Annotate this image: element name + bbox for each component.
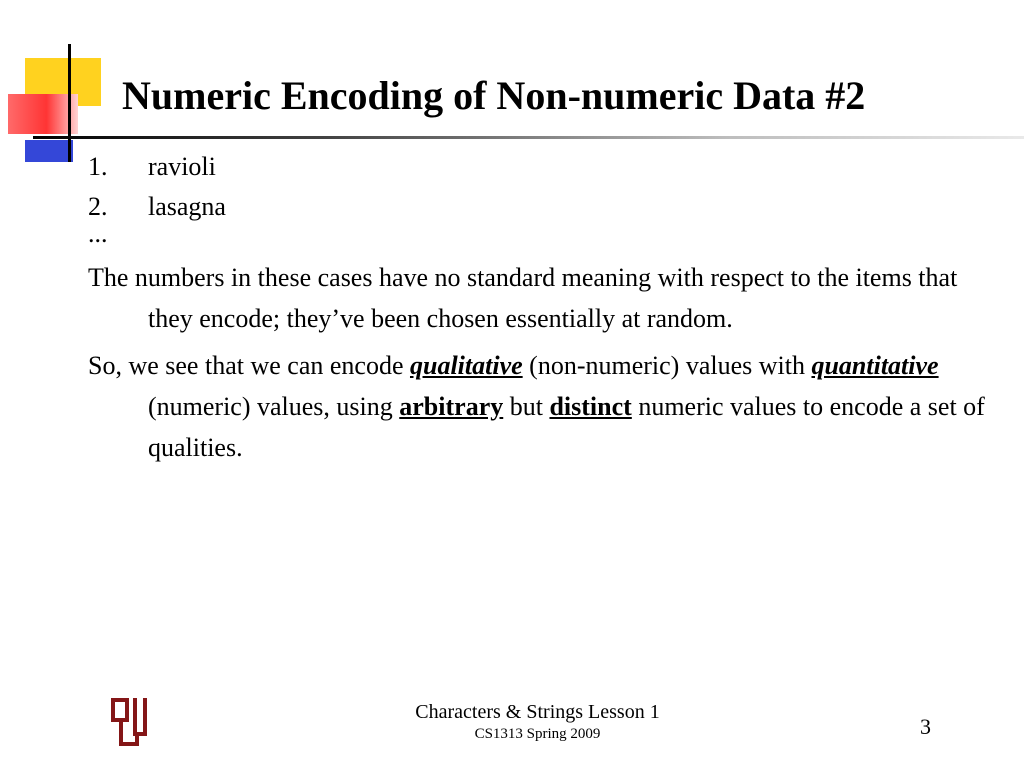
ou-logo-icon [106, 688, 158, 752]
list-item-text: lasagna [148, 192, 226, 221]
text-run: So, we see that we can encode [88, 351, 410, 380]
blue-square-decoration [25, 140, 73, 162]
list-ellipsis: ... [88, 219, 108, 248]
text-run: numeric values to encode a set of qualities. [148, 392, 985, 462]
term-arbitrary: arbitrary [399, 392, 504, 421]
list-item [88, 147, 988, 187]
text-run: but [503, 392, 550, 421]
footer-course: CS1313 Spring 2009 [474, 726, 601, 742]
slide-body [88, 147, 988, 468]
slide-number: 3 [920, 714, 931, 739]
slide-title: Numeric Encoding of Non-numeric Data #2 [122, 73, 866, 118]
term-distinct: distinct [549, 392, 632, 421]
list-item-number: 1. [88, 152, 108, 181]
list-item-number: 2. [88, 192, 108, 221]
text-run: (non-numeric) values with [522, 351, 812, 380]
term-quantitative: quantitative [811, 351, 939, 380]
title-underline-rule [33, 136, 1024, 139]
list-item-text: ravioli [148, 152, 216, 181]
footer-lesson-title: Characters & Strings Lesson 1 [415, 701, 660, 723]
term-qualitative: qualitative [409, 351, 523, 380]
vertical-rule [68, 44, 71, 162]
paragraph-meaning: The numbers in these cases have no standard meaning with respect to the items that they encode; they’ve been chosen essentially at random. [88, 263, 958, 333]
footer [380, 700, 695, 744]
paragraph-encoding [88, 345, 988, 468]
text-run: (numeric) values, using [148, 392, 400, 421]
list-item [88, 187, 988, 227]
